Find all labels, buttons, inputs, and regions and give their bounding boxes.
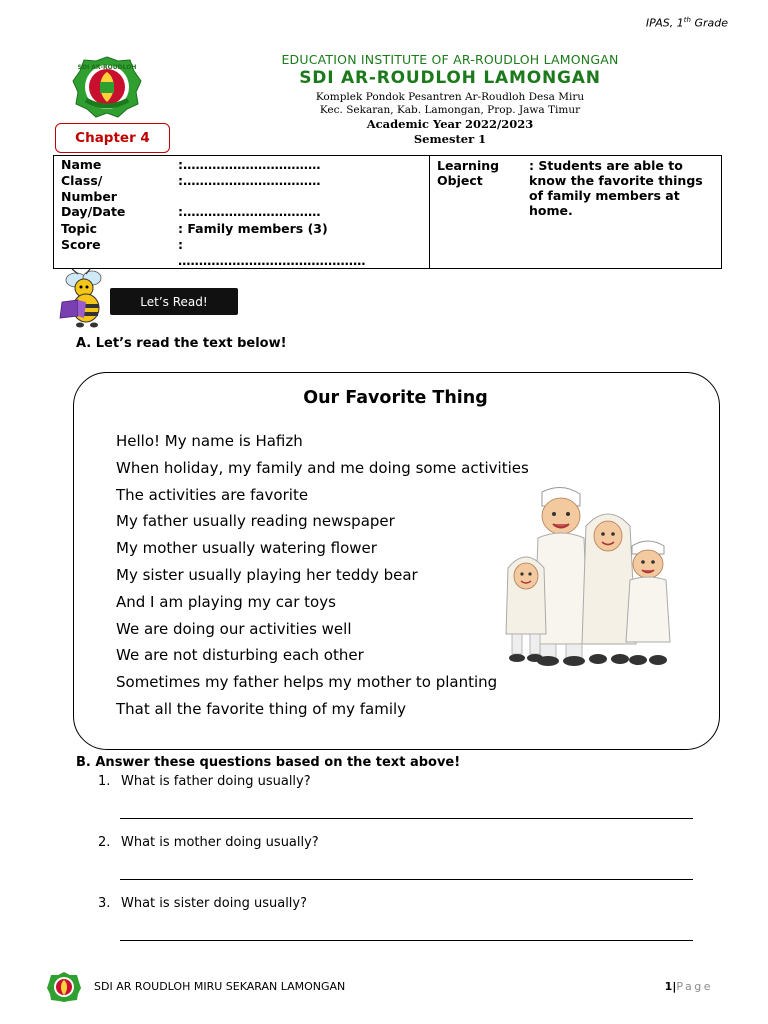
- story-line: We are not disturbing each other: [116, 646, 364, 665]
- learning-object-text: : Students are able to know the favorite things of family members at home.: [529, 158, 703, 218]
- story-lines: [116, 428, 529, 723]
- story-line: The activities are favorite: [116, 485, 309, 504]
- footer-logo-icon: [47, 972, 81, 1002]
- section-b-heading: B. Answer these questions based on the text above!: [76, 755, 461, 770]
- question-text: What is mother doing usually?: [121, 835, 319, 850]
- section-a-heading: A. Let’s read the text below!: [76, 336, 287, 351]
- field-label-day-date: Day/Date: [61, 204, 126, 219]
- chapter-badge: Chapter 4: [55, 123, 170, 153]
- story-line: We are doing our activities well: [116, 619, 352, 638]
- svg-text:SDI AR-ROUDLOH: SDI AR-ROUDLOH: [77, 64, 137, 71]
- story-line: My mother usually watering flower: [116, 539, 377, 558]
- family-illustration-icon: [500, 484, 690, 672]
- field-value-topic: : Family members (3): [178, 221, 328, 236]
- answer-line[interactable]: [120, 940, 693, 941]
- story-line: Hello! My name is Hafizh: [116, 432, 303, 450]
- footer-page-number: 1|Page: [664, 980, 713, 993]
- school-name: SDI AR-ROUDLOH LAMONGAN: [299, 68, 601, 88]
- story-title: Our Favorite Thing: [303, 388, 488, 408]
- field-label-topic: Topic: [61, 221, 98, 236]
- question-text: What is sister doing usually?: [121, 896, 308, 911]
- story-line: My father usually reading newspaper: [116, 512, 395, 531]
- field-value-score-line[interactable]: ………………………………………: [178, 253, 366, 268]
- grade-tag: IPAS, 1th Grade: [645, 16, 728, 30]
- address-line-2: Kec. Sekaran, Kab. Lamongan, Prop. Jawa Timur: [319, 104, 581, 116]
- field-value-name[interactable]: :……………………………: [178, 157, 321, 172]
- field-value-day-date[interactable]: :……………………………: [178, 204, 321, 219]
- question-text: What is father doing usually?: [121, 774, 311, 789]
- lets-read-banner: Let’s Read!: [110, 288, 238, 315]
- answer-line[interactable]: [120, 879, 693, 880]
- answer-line[interactable]: [120, 818, 693, 819]
- story-line: That all the favorite thing of my family: [116, 699, 407, 718]
- table-divider: [429, 156, 430, 268]
- story-line: And I am playing my car toys: [116, 592, 336, 611]
- story-line: When holiday, my family and me doing some activities: [116, 458, 529, 477]
- semester: Semester 1: [413, 132, 487, 146]
- field-label-number: Number: [61, 189, 117, 204]
- field-value-score[interactable]: :: [178, 237, 183, 252]
- story-line: Sometimes my father helps my mother to planting: [116, 673, 498, 692]
- academic-year: Academic Year 2022/2023: [366, 117, 534, 131]
- student-info-table: [53, 155, 722, 269]
- learning-object-label: Learning Object: [437, 158, 500, 188]
- question-number: 3.: [98, 896, 111, 911]
- bee-reading-icon: [56, 268, 116, 330]
- institute-header: [150, 52, 750, 147]
- institute-name: EDUCATION INSTITUTE OF AR-ROUDLOH LAMONGAN: [281, 52, 619, 67]
- school-logo-icon: [72, 56, 142, 118]
- field-value-class[interactable]: :……………………………: [178, 173, 321, 188]
- address-line-1: Komplek Pondok Pesantren Ar-Roudloh Desa Miru: [315, 91, 585, 103]
- field-label-class: Class/: [61, 173, 103, 188]
- field-label-score: Score: [61, 237, 101, 252]
- field-label-name: Name: [61, 157, 102, 172]
- question-number: 2.: [98, 835, 111, 850]
- story-line: My sister usually playing her teddy bear: [116, 565, 418, 584]
- question-number: 1.: [98, 774, 111, 789]
- footer-school-name: SDI AR ROUDLOH MIRU SEKARAN LAMONGAN: [94, 980, 346, 993]
